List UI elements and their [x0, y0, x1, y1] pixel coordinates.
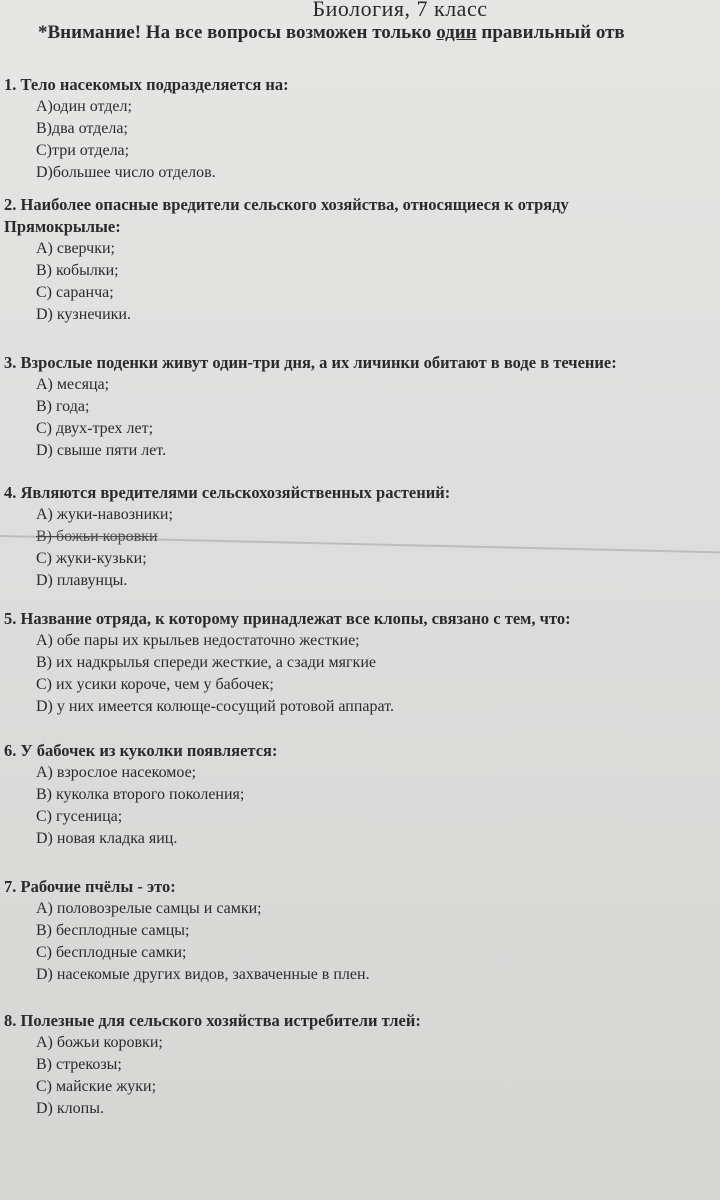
page-title: Биология, 7 класс [312, 0, 488, 21]
option-d: D) у них имеется колюще-сосущий ротовой аппарат. [36, 698, 394, 715]
option-b: B) божьи коровки [36, 528, 158, 545]
question-6 [4, 740, 720, 850]
option-c: C) саранча; [36, 284, 114, 301]
option-c: C)три отдела; [36, 142, 130, 159]
option-a: A) взрослое насекомое; [36, 764, 197, 781]
option-d: D) плавунцы. [36, 572, 128, 589]
question-5 [4, 608, 720, 718]
question-title: 5. Название отряда, к которому принадлежат все клопы, связано с тем, что: [4, 609, 571, 628]
option-c: C) майские жуки; [36, 1078, 157, 1095]
option-a: A) жуки-навозники; [36, 506, 173, 523]
option-b: B) куколка второго поколения; [36, 786, 245, 803]
option-a: A) обе пары их крыльев недостаточно жесткие; [36, 632, 360, 649]
option-d: D) кузнечики. [36, 306, 131, 323]
option-a: A) божьи коровки; [36, 1034, 163, 1051]
option-c: C) двух-трех лет; [36, 420, 154, 437]
question-title: 1. Тело насекомых подразделяется на: [4, 75, 289, 94]
question-title: 2. Наиболее опасные вредители сельского хозяйства, относящиеся к отряду [4, 195, 569, 214]
option-b: B) года; [36, 398, 90, 415]
notice-text [38, 22, 625, 44]
option-a: A)один отдел; [36, 98, 132, 115]
question-8 [4, 1010, 720, 1120]
question-title: 8. Полезные для сельского хозяйства истребители тлей: [4, 1011, 421, 1030]
option-d: D)большее число отделов. [36, 164, 216, 181]
option-b: B)два отдела; [36, 120, 128, 137]
option-d: D) клопы. [36, 1100, 104, 1117]
question-3 [4, 352, 720, 462]
option-a: A) сверчки; [36, 240, 115, 257]
option-d: D) свыше пяти лет. [36, 442, 167, 459]
question-4 [4, 482, 720, 592]
question-title: 6. У бабочек из куколки появляется: [4, 741, 278, 760]
question-title: 7. Рабочие пчёлы - это: [4, 877, 176, 896]
option-c: C) их усики короче, чем у бабочек; [36, 676, 274, 693]
question-title: 3. Взрослые поденки живут один-три дня, а их личинки обитают в воде в течение: [4, 353, 617, 372]
question-1 [4, 74, 720, 184]
option-b: B) кобылки; [36, 262, 119, 279]
question-title-cont: Прямокрылые: [4, 217, 121, 236]
notice-pre: *Внимание! На все вопросы возможен только [38, 22, 437, 43]
option-d: D) новая кладка яиц. [36, 830, 178, 847]
option-c: C) гусеница; [36, 808, 123, 825]
option-b: B) их надкрылья спереди жесткие, а сзади мягкие [36, 654, 376, 671]
option-b: B) стрекозы; [36, 1056, 122, 1073]
option-c: C) жуки-кузьки; [36, 550, 147, 567]
option-d: D) насекомые других видов, захваченные в плен. [36, 966, 370, 983]
notice-post: правильный отв [476, 22, 625, 43]
option-a: A) месяца; [36, 376, 110, 393]
question-2 [4, 194, 720, 326]
option-c: C) бесплодные самки; [36, 944, 187, 961]
question-title: 4. Являются вредителями сельскохозяйственных растений: [4, 483, 451, 502]
notice-underlined: один [436, 22, 477, 43]
question-7 [4, 876, 720, 986]
option-a: A) половозрелые самцы и самки; [36, 900, 262, 917]
option-b: B) бесплодные самцы; [36, 922, 190, 939]
